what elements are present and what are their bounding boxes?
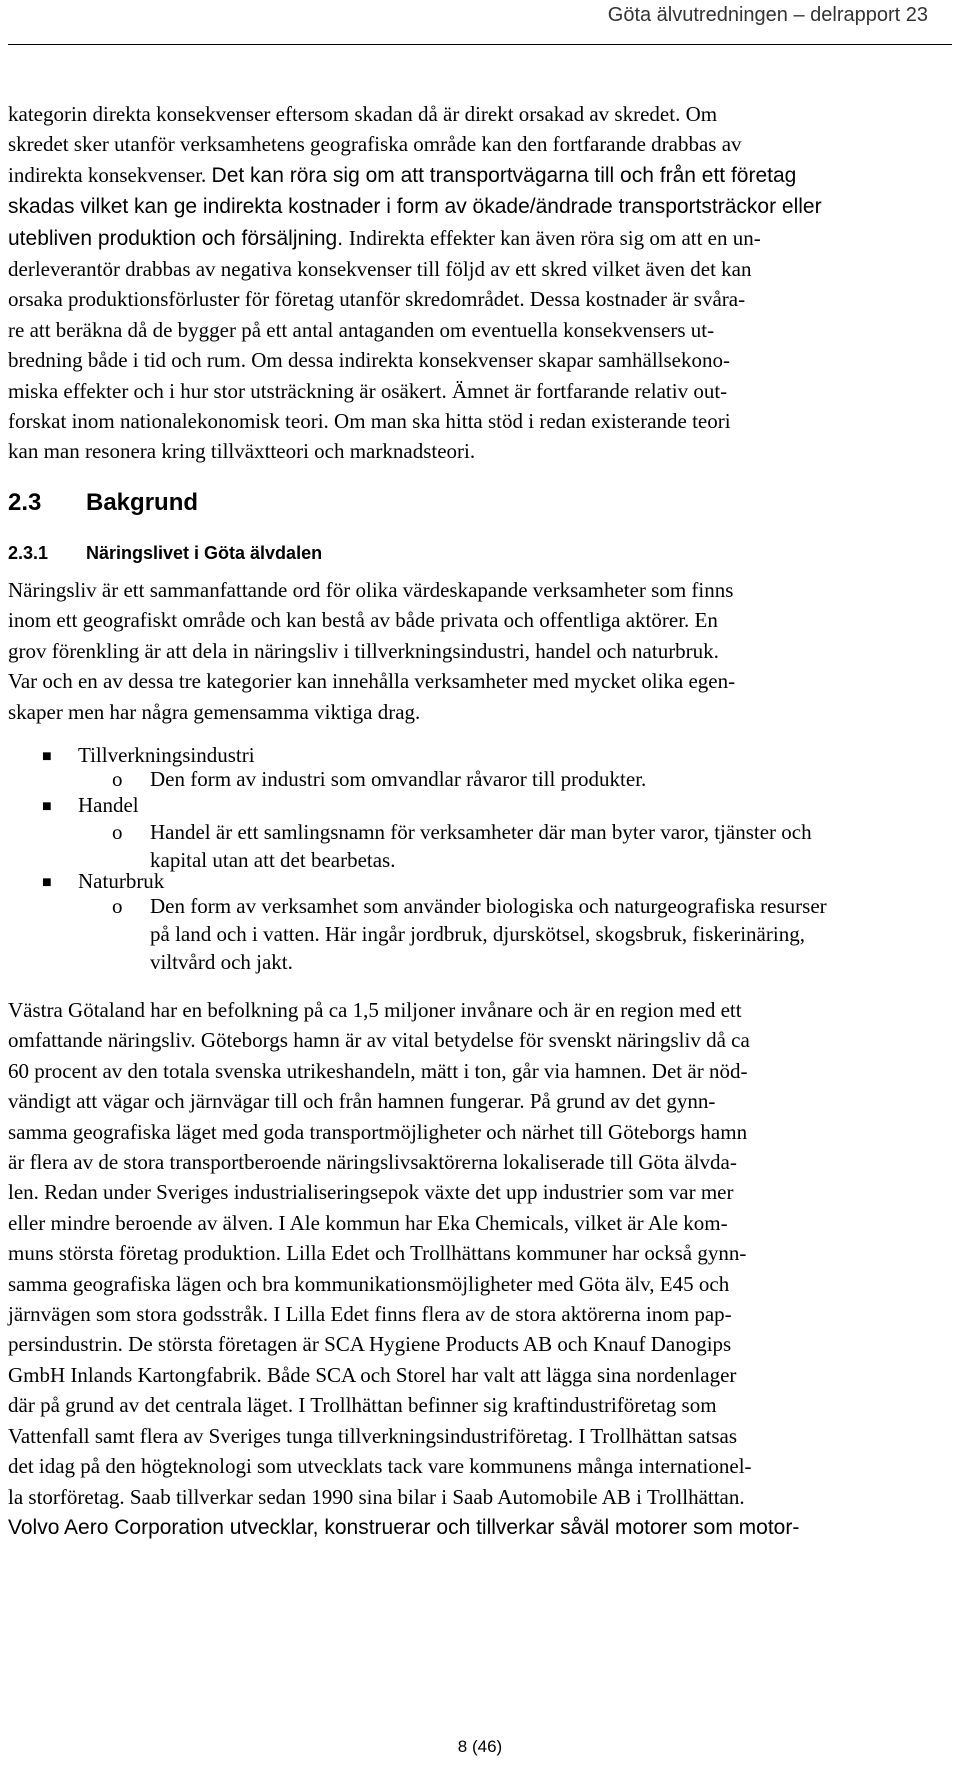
- circle-bullet-icon: o: [112, 820, 123, 844]
- subsection-title: Näringslivet i Göta älvdalen: [86, 543, 323, 563]
- circle-bullet-icon: o: [112, 894, 123, 918]
- intro-text-4: Dessa kostnader är svåra- re att beräkna då de bygger på ett antal antaganden om eventuella konsekvensers ut- bredning både i tid och rum. Om dessa indirekta konsekvenser skapar samhällsekono- miska effekter och i hur stor utsträckning är osäkert. Ämnet är fortfarande relativ out- forskat inom nationalekonomisk teori. Om man ska hitta stöd i redan existerande teori kan man resonera kring tillväxtteori och marknadsteori.: [8, 287, 746, 464]
- sub-list-item: [112, 892, 852, 976]
- intro-text-1: kategorin direkta konsekvenser eftersom skadan då är direkt orsakad av skredet. Om skredet sker utanför verksamhetens geografiska område kan den fortfarande drabbas av indirekta konsekvenser.: [8, 102, 742, 187]
- list-item-label: Naturbruk: [78, 869, 165, 893]
- sub-list-item: [112, 818, 852, 874]
- naringsliv-paragraph: [8, 575, 952, 727]
- subsection-number: 2.3.1: [8, 543, 49, 563]
- vastra-gotaland-text: Västra Götaland har en befolkning på ca 1,5 miljoner invånare och är en region med ett omfattande näringsliv. Göteborgs hamn är av vital betydelse för svenskt näringsliv då ca 60 procent av den totala svenska utrikeshandeln, mätt i ton, går via hamnen. Det är nöd- vändigt att vägar och järnvägar till och från hamnen fungerar. På grund av det gynn- samma geografiska läget med goda transportmöjligheter och närhet till Göteborgs hamn är flera av de stora transportberoende näringslivsaktörerna lokaliserade till Göta älvda- len. Redan under Sveriges industrialiseringsepok växte det upp industrier som var mer eller mindre beroende av älven. I Ale kommun har Eka Chemicals, vilket är Ale kom- muns största företag produktion. Lilla Edet och Trollhättans kommuner har också gynn- samma geografiska lägen och bra kommunikationsmöjligheter med Göta älv, E45 och järnvägen som stora godsstråk. I Lilla Edet finns flera av de stora aktörerna inom pap- persindustrin. De största företagen är SCA Hygiene Products AB och Knauf Danogips GmbH Inlands Kartongfabrik. Både SCA och Storel har valt att lägga sina nordenlager där på grund av det centrala läget. I Trollhättan befinner sig kraftindustriföretag som Vattenfall samt flera av Sveriges tunga tillverkningsindustriföretag. I Trollhättan satsas det idag på den högteknologi som utvecklats tack vare kommunens många internationel- la storföretag. Saab tillverkar sedan 1990 sina bilar i Saab Automobile AB i Trollhättan.: [8, 998, 752, 1509]
- square-bullet-icon: ■: [42, 874, 52, 891]
- page-number: 8 (46): [457, 1737, 503, 1756]
- sub-list-item: [112, 765, 852, 793]
- last-line-text-2: utvecklar, konstruerar och tillverkar såväl motorer som motor-: [223, 1515, 800, 1539]
- square-bullet-icon: ■: [42, 748, 52, 765]
- intro-text-3: Indirekta effekter kan även röra sig om att en un- derleverantör drabbas av negativa konsekvenser till följd av ett skred vilket även det kan orsaka produktionsförluster för företag utanför skredområdet.: [8, 225, 761, 312]
- last-line-text-1: Volvo Aero Corporation: [8, 1515, 224, 1539]
- subsection-heading: [8, 543, 322, 564]
- intro-paragraph: [8, 99, 952, 467]
- list-item-label: Tillverkningsindustri: [78, 743, 255, 767]
- section-number: 2.3: [8, 489, 42, 516]
- square-bullet-icon: ■: [42, 798, 52, 815]
- running-header: Göta älvutredningen – delrapport 23: [607, 4, 928, 26]
- section-title: Bakgrund: [86, 489, 199, 516]
- naringsliv-text: Näringsliv är ett sammanfattande ord för olika värdeskapande verksamheter som finns inom ett geografiskt område och kan bestå av både privata och offentliga aktörer. En grov förenkling är att dela in näringsliv i tillverkningsindustri, handel och naturbruk. Var och en av dessa tre kategorier kan innehålla verksamheter med mycket olika egen- skaper men har några gemensamma viktiga drag.: [8, 578, 736, 724]
- sub-list-text: Den form av verksamhet som använder biologiska och naturgeografiska resurser på land och i vatten. Här ingår jordbruk, djurskötsel, skogsbruk, fiskerinäring, viltvård och jakt.: [150, 894, 827, 974]
- header-rule: [8, 44, 952, 45]
- vastra-gotaland-paragraph: [8, 995, 952, 1543]
- sub-list-text: Handel är ett samlingsnamn för verksamheter där man byter varor, tjänster och kapital utan att det bearbetas.: [150, 820, 812, 872]
- circle-bullet-icon: o: [112, 767, 123, 791]
- list-item-label: Handel: [78, 793, 139, 817]
- intro-text-2: Det kan röra sig om att transportvägarna till och från ett företag skadas vilket kan ge indirekta kostnader i form av ökade/ändrade transportsträckor eller utebliven produktion och försäljning.: [8, 163, 822, 250]
- section-heading: [8, 489, 198, 517]
- sub-list-text: Den form av industri som omvandlar råvaror till produkter.: [150, 767, 647, 791]
